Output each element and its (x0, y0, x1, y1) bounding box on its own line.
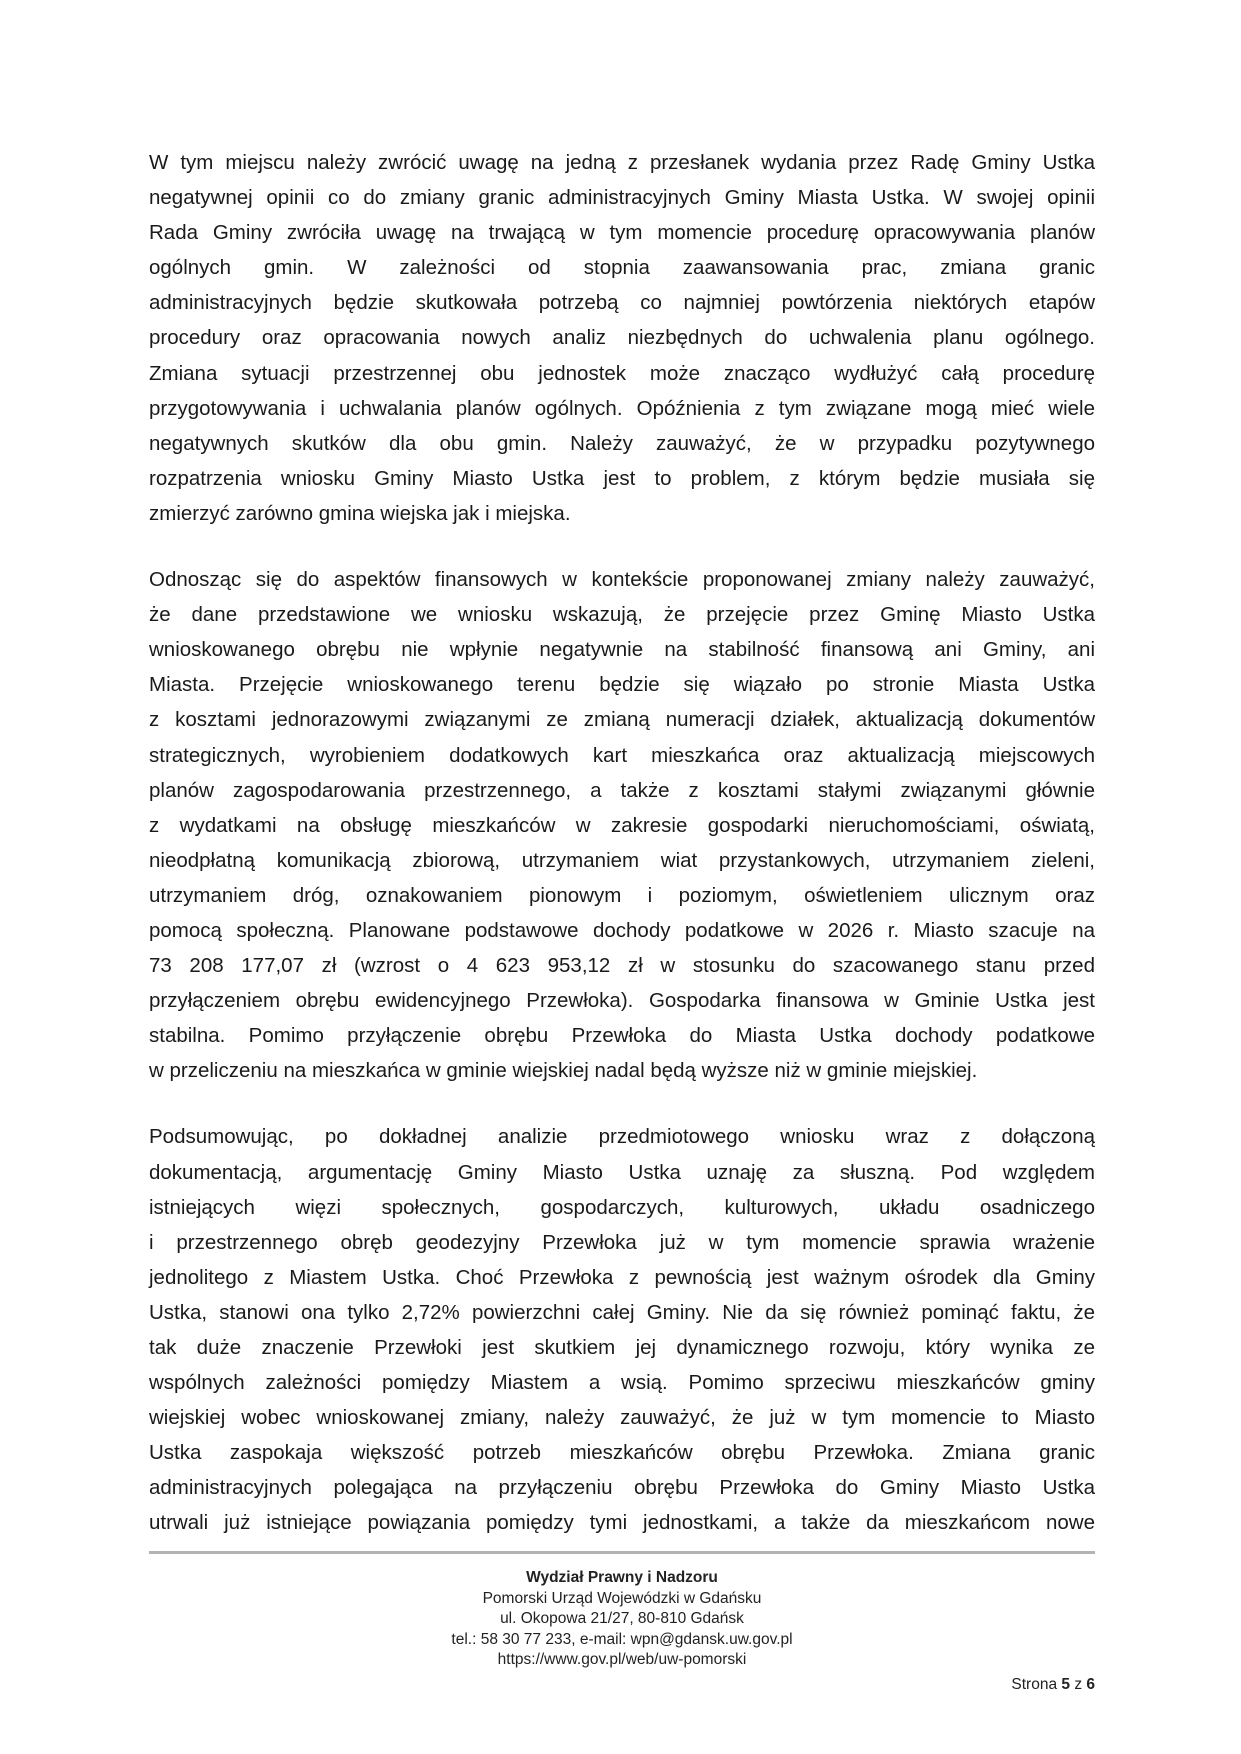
text-line: utrzymaniem dróg, oznakowaniem pionowym i poziomym, oświetleniem ulicznym oraz (149, 883, 1095, 907)
text-line: z kosztami jednorazowymi związanymi ze zmianą numeracji działek, aktualizacją dokumentów (149, 708, 1095, 732)
footer-website: https://www.gov.pl/web/uw-pomorski (497, 1651, 747, 1668)
text-line: ogólnych gmin. W zależności od stopnia zaawansowania prac, zmiana granic (149, 256, 1095, 280)
text-line: pomocą społeczną. Planowane podstawowe dochody podatkowe w 2026 r. Miasto szacuje na (149, 918, 1095, 942)
footer-contact: tel.: 58 30 77 233, e-mail: wpn@gdansk.uw.gov.pl (451, 1630, 793, 1648)
text-line: W tym miejscu należy zwrócić uwagę na jedną z przesłanek wydania przez Radę Gminy Ustka (149, 151, 1095, 174)
text-line: że dane przedstawione we wniosku wskazują, że przejęcie przez Gminę Miasto Ustka (149, 603, 1095, 627)
footer-department: Wydział Prawny i Nadzoru (526, 1569, 718, 1586)
paragraph (149, 1119, 1095, 1540)
text-line: Podsumowując, po dokładnej analizie przedmiotowego wniosku wraz z dołączoną (149, 1125, 1095, 1149)
text-line: administracyjnych będzie skutkowała potrzebą co najmniej powtórzenia niektórych etapów (149, 291, 1095, 315)
text-line: w przeliczeniu na mieszkańca w gminie wiejskiej nadal będą wyższe niż w gminie miejskiej. (149, 1059, 978, 1083)
page-number-current: 5 (1061, 1676, 1070, 1693)
text-line: negatywnej opinii co do zmiany granic administracyjnych Gminy Miasta Ustka. W swojej opinii (149, 186, 1095, 210)
text-line: Miasta. Przejęcie wnioskowanego terenu będzie się wiązało po stronie Miasta Ustka (149, 673, 1095, 697)
page-number-label: Strona (1011, 1676, 1058, 1693)
text-line: Odnosząc się do aspektów finansowych w kontekście proponowanej zmiany należy zauważyć, (149, 568, 1095, 592)
text-line: administracyjnych polegająca na przyłączeniu obrębu Przewłoka do Gminy Miasto Ustka (149, 1476, 1095, 1500)
text-line: wiejskiej wobec wnioskowanej zmiany, należy zauważyć, że już w tym momencie to Miasto (149, 1406, 1095, 1430)
text-line: Ustka zaspokaja większość potrzeb mieszkańców obrębu Przewłoka. Zmiana granic (149, 1441, 1095, 1465)
text-line: zmierzyć zarówno gmina wiejska jak i miejska. (149, 501, 571, 525)
text-line: planów zagospodarowania przestrzennego, a także z kosztami stałymi związanymi głównie (149, 778, 1095, 802)
page-number-total: 6 (1086, 1676, 1095, 1693)
text-line: tak duże znaczenie Przewłoki jest skutkiem jej dynamicznego rozwoju, który wynika ze (149, 1336, 1095, 1359)
footer-divider (149, 1551, 1095, 1554)
text-line: procedury oraz opracowania nowych analiz niezbędnych do uchwalenia planu ogólnego. (149, 326, 1095, 350)
text-line: Ustka, stanowi ona tylko 2,72% powierzchni całej Gminy. Nie da się również pominąć faktu, że (149, 1300, 1095, 1324)
text-line: i przestrzennego obręb geodezyjny Przewłoka już w tym momencie sprawia wrażenie (149, 1230, 1095, 1254)
text-line: Rada Gminy zwróciła uwagę na trwającą w tym momencie procedurę opracowywania planów (149, 221, 1095, 245)
text-line: nieodpłatną komunikacją zbiorową, utrzymaniem wiat przystankowych, utrzymaniem zieleni, (149, 848, 1095, 872)
footer-office: Pomorski Urząd Wojewódzki w Gdańsku (482, 1589, 762, 1607)
text-line: wnioskowanego obrębu nie wpłynie negatywnie na stabilność finansową ani Gminy, ani (149, 638, 1095, 662)
page-number-separator: z (1074, 1676, 1083, 1693)
text-line: strategicznych, wyrobieniem dodatkowych kart mieszkańca oraz aktualizacją miejscowych (149, 743, 1095, 767)
text-line: jednolitego z Miastem Ustka. Choć Przewłoka z pewnością jest ważnym ośrodek dla Gminy (149, 1265, 1095, 1289)
text-line: 73 208 177,07 zł (wzrost o 4 623 953,12 zł w stosunku do szacowanego stanu przed (149, 954, 1095, 978)
footer (149, 1568, 1095, 1671)
text-line: wspólnych zależności pomiędzy Miastem a wsią. Pomimo sprzeciwu mieszkańców gminy (149, 1371, 1095, 1395)
footer-address: ul. Okopowa 21/27, 80-810 Gdańsk (500, 1610, 744, 1627)
paragraph (149, 145, 1095, 531)
text-line: przyłączeniem obrębu ewidencyjnego Przewłoka). Gospodarka finansowa w Gminie Ustka jest (149, 989, 1095, 1013)
text-line: Zmiana sytuacji przestrzennej obu jednostek może znacząco wydłużyć całą procedurę (149, 361, 1095, 385)
text-line: istniejących więzi społecznych, gospodarczych, kulturowych, układu osadniczego (149, 1195, 1095, 1219)
document-body (149, 145, 1095, 1572)
text-line: rozpatrzenia wniosku Gminy Miasto Ustka jest to problem, z którym będzie musiała się (149, 466, 1095, 490)
text-line: negatywnych skutków dla obu gmin. Należy zauważyć, że w przypadku pozytywnego (149, 431, 1095, 455)
text-line: dokumentacją, argumentację Gminy Miasto Ustka uznaję za słuszną. Pod względem (149, 1160, 1095, 1184)
text-line: przygotowywania i uchwalania planów ogólnych. Opóźnienia z tym związane mogą mieć wiele (149, 396, 1095, 420)
paragraph (149, 562, 1095, 1088)
text-line: utrwali już istniejące powiązania pomiędzy tymi jednostkami, a także da mieszkańcom nowe (149, 1511, 1095, 1535)
page-number (1011, 1676, 1095, 1694)
text-line: z wydatkami na obsługę mieszkańców w zakresie gospodarki nieruchomościami, oświatą, (149, 813, 1095, 837)
text-line: stabilna. Pomimo przyłączenie obrębu Przewłoka do Miasta Ustka dochody podatkowe (149, 1024, 1095, 1048)
